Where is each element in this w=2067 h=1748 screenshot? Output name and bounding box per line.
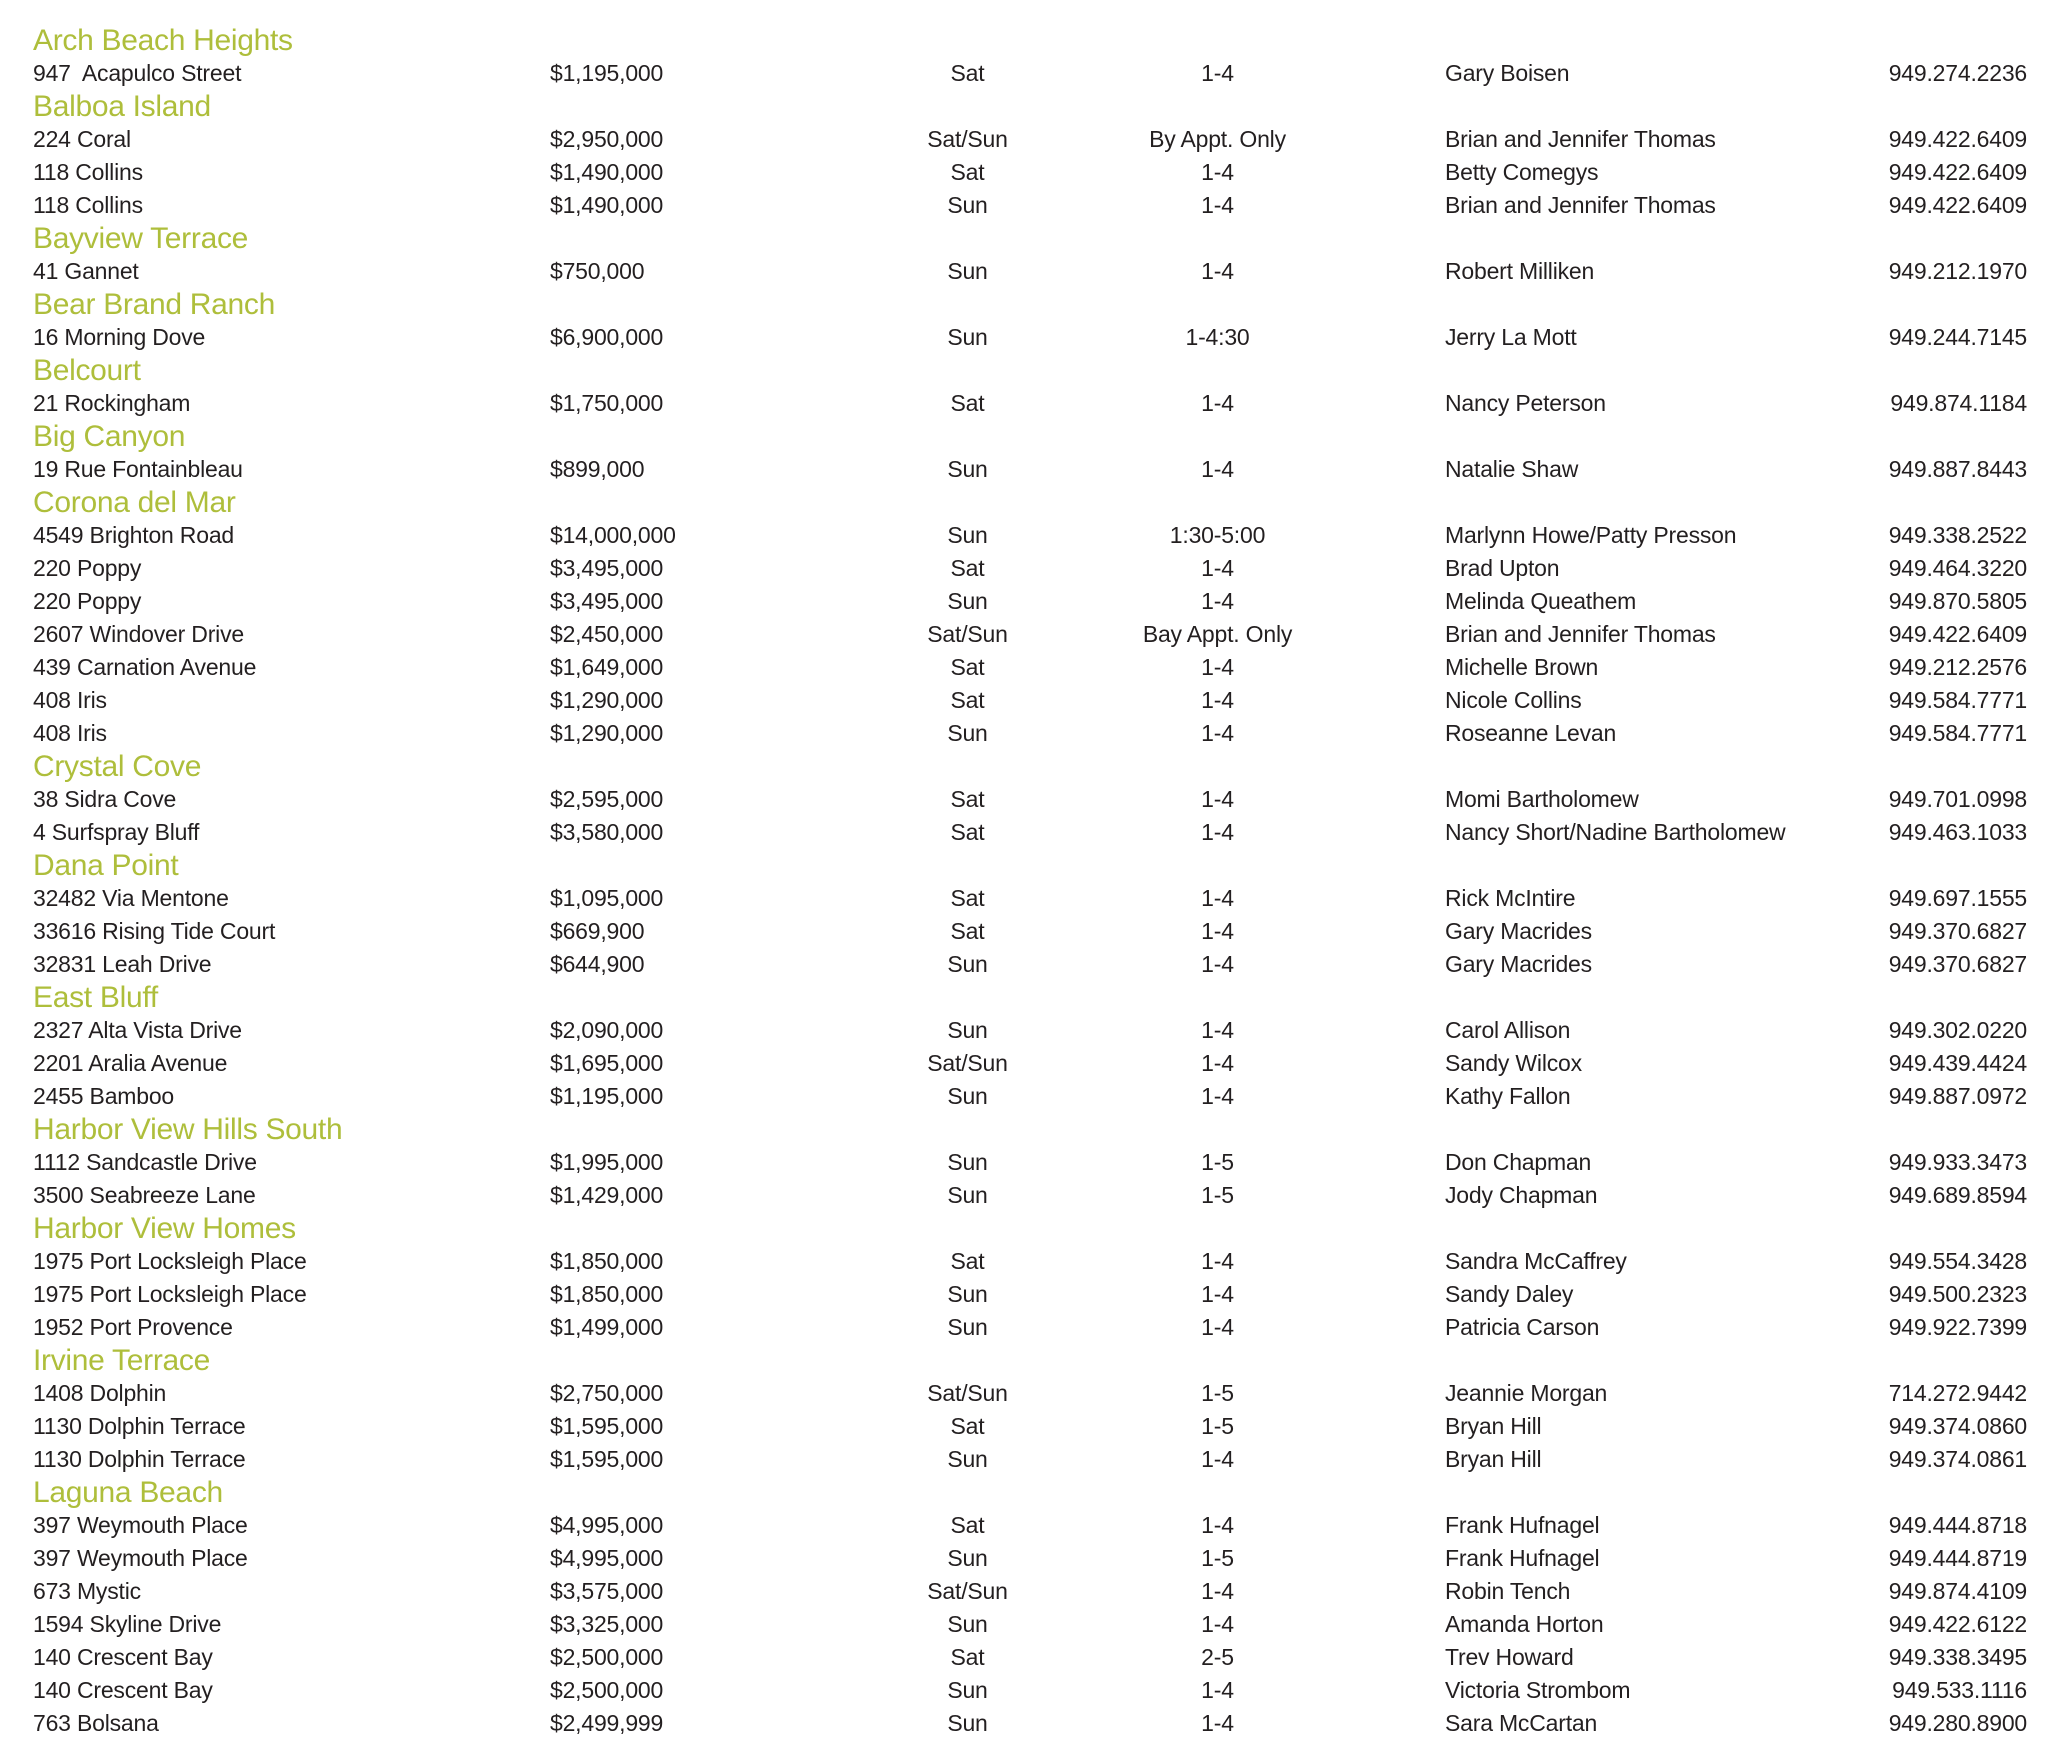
listing-address: 220 Poppy (33, 555, 142, 581)
listing-day: Sun (947, 456, 988, 482)
listing-address: 32831 Leah Drive (33, 951, 212, 977)
listing-phone: 949.444.8719 (1888, 1545, 2027, 1571)
listing-row (33, 1245, 2027, 1278)
section-title: Belcourt (33, 353, 141, 387)
listing-agent: Trev Howard (1445, 1644, 1574, 1670)
listing-phone: 949.701.0998 (1888, 786, 2027, 812)
listing-address: 118 Collins (33, 192, 143, 218)
listing-row (33, 1443, 2027, 1476)
listing-row (33, 816, 2027, 849)
listing-address: 1130 Dolphin Terrace (33, 1446, 246, 1472)
listing-agent: Sara McCartan (1445, 1710, 1598, 1736)
listing-time: 1-4 (1201, 951, 1234, 977)
listing-row (33, 387, 2027, 420)
listing-time: 1-5 (1201, 1149, 1234, 1175)
listing-row (33, 1707, 2027, 1740)
listing-agent: Frank Hufnagel (1445, 1545, 1600, 1571)
listing-row (33, 783, 2027, 816)
listing-row (33, 1014, 2027, 1047)
listing-time: 1-4 (1201, 654, 1234, 680)
listing-day: Sun (947, 1446, 988, 1472)
listing-day: Sat/Sun (927, 621, 1008, 647)
listing-day: Sun (947, 1083, 988, 1109)
listing-row (33, 1410, 2027, 1443)
listing-agent: Robin Tench (1445, 1578, 1571, 1604)
listing-row (33, 552, 2027, 585)
listing-price: $2,500,000 (550, 1677, 664, 1703)
listing-address: 1112 Sandcastle Drive (33, 1149, 257, 1175)
listing-address: 140 Crescent Bay (33, 1677, 213, 1703)
listing-time: 1-4 (1201, 258, 1234, 284)
listing-address: 4549 Brighton Road (33, 522, 234, 548)
listing-row (33, 1575, 2027, 1608)
section-header-row (33, 486, 2027, 519)
listing-address: 1408 Dolphin (33, 1380, 167, 1406)
listing-address: 140 Crescent Bay (33, 1644, 213, 1670)
listing-row (33, 585, 2027, 618)
listing-agent: Sandra McCaffrey (1445, 1248, 1627, 1274)
listing-price: $1,195,000 (550, 60, 664, 86)
section-header-row (33, 1113, 2027, 1146)
listing-phone: 949.689.8594 (1888, 1182, 2027, 1208)
listing-agent: Amanda Horton (1445, 1611, 1604, 1637)
listing-day: Sat (950, 159, 985, 185)
listing-time: 1-4 (1201, 819, 1234, 845)
section-header-row (33, 981, 2027, 1014)
listing-address: 947 Acapulco Street (33, 60, 242, 86)
listing-price: $3,495,000 (550, 588, 664, 614)
listing-day: Sat (950, 1413, 985, 1439)
listing-agent: Robert Milliken (1445, 258, 1595, 284)
listing-row (33, 519, 2027, 552)
listing-time: 1-4 (1201, 192, 1234, 218)
listing-phone: 949.887.0972 (1888, 1083, 2027, 1109)
listing-agent: Victoria Strombom (1445, 1677, 1631, 1703)
listing-day: Sun (947, 258, 988, 284)
listing-day: Sun (947, 1314, 988, 1340)
listing-address: 1975 Port Locksleigh Place (33, 1248, 307, 1274)
listing-phone: 949.338.3495 (1888, 1644, 2027, 1670)
listing-price: $1,499,000 (550, 1314, 664, 1340)
listing-price: $2,595,000 (550, 786, 664, 812)
listing-time: 1-4 (1201, 1248, 1234, 1274)
listing-phone: 949.874.1184 (1890, 390, 2027, 416)
listing-row (33, 882, 2027, 915)
listing-price: $1,595,000 (550, 1446, 664, 1472)
listing-price: $750,000 (550, 258, 645, 284)
listing-phone: 949.422.6409 (1888, 192, 2027, 218)
listing-day: Sun (947, 1677, 988, 1703)
listing-agent: Natalie Shaw (1445, 456, 1579, 482)
listing-phone: 949.500.2323 (1888, 1281, 2027, 1307)
listing-address: 41 Gannet (33, 258, 139, 284)
listing-time: 1-4:30 (1185, 324, 1250, 350)
listing-row (33, 1080, 2027, 1113)
listing-price: $6,900,000 (550, 324, 664, 350)
listing-time: 1-4 (1201, 687, 1234, 713)
listing-price: $1,695,000 (550, 1050, 664, 1076)
listing-time: By Appt. Only (1149, 126, 1286, 152)
listing-day: Sat (950, 1512, 985, 1538)
listing-price: $14,000,000 (550, 522, 676, 548)
listing-time: 1-4 (1201, 1512, 1234, 1538)
listing-row (33, 57, 2027, 90)
listing-phone: 949.374.0861 (1888, 1446, 2027, 1472)
listing-price: $1,750,000 (550, 390, 664, 416)
listing-price: $2,950,000 (550, 126, 664, 152)
listing-price: $1,850,000 (550, 1248, 664, 1274)
listing-time: 1-5 (1201, 1182, 1234, 1208)
listing-address: 38 Sidra Cove (33, 786, 177, 812)
listing-price: $1,490,000 (550, 159, 664, 185)
listing-time: Bay Appt. Only (1142, 621, 1293, 647)
listing-price: $3,325,000 (550, 1611, 664, 1637)
listing-agent: Nancy Peterson (1445, 390, 1606, 416)
listing-price: $2,090,000 (550, 1017, 664, 1043)
listing-phone: 949.870.5805 (1888, 588, 2027, 614)
listing-phone: 949.444.8718 (1888, 1512, 2027, 1538)
listing-day: Sat (950, 918, 985, 944)
listing-row (33, 1146, 2027, 1179)
listing-row (33, 321, 2027, 354)
section-title: Corona del Mar (33, 485, 236, 519)
listing-price: $899,000 (550, 456, 645, 482)
section-title: Laguna Beach (33, 1475, 223, 1509)
listing-day: Sun (947, 1182, 988, 1208)
listing-day: Sun (947, 951, 988, 977)
listing-price: $2,499,999 (550, 1710, 664, 1736)
listing-price: $4,995,000 (550, 1512, 664, 1538)
listing-row (33, 1542, 2027, 1575)
listing-price: $3,575,000 (550, 1578, 664, 1604)
listing-time: 2-5 (1201, 1644, 1234, 1670)
listing-agent: Gary Macrides (1445, 918, 1592, 944)
listing-day: Sat/Sun (927, 1578, 1008, 1604)
listing-time: 1-4 (1201, 918, 1234, 944)
listing-row (33, 1278, 2027, 1311)
section-header-row (33, 420, 2027, 453)
listing-time: 1:30-5:00 (1169, 522, 1266, 548)
listing-address: 2201 Aralia Avenue (33, 1050, 228, 1076)
listing-day: Sat (950, 819, 985, 845)
listing-row (33, 948, 2027, 981)
section-title: Bear Brand Ranch (33, 287, 276, 321)
listing-address: 224 Coral (33, 126, 131, 152)
listing-time: 1-4 (1201, 786, 1234, 812)
listing-row (33, 123, 2027, 156)
listing-time: 1-4 (1201, 1611, 1234, 1637)
listing-row (33, 1608, 2027, 1641)
listing-agent: Gary Macrides (1445, 951, 1592, 977)
listing-agent: Jeannie Morgan (1445, 1380, 1608, 1406)
listing-time: 1-4 (1201, 1281, 1234, 1307)
listing-price: $1,595,000 (550, 1413, 664, 1439)
listing-address: 408 Iris (33, 687, 107, 713)
section-header-row (33, 849, 2027, 882)
listing-phone: 949.422.6409 (1888, 126, 2027, 152)
listing-agent: Brian and Jennifer Thomas (1445, 126, 1716, 152)
listing-agent: Frank Hufnagel (1445, 1512, 1600, 1538)
listing-day: Sat (950, 1248, 985, 1274)
listing-price: $1,649,000 (550, 654, 664, 680)
listing-price: $1,195,000 (550, 1083, 664, 1109)
listing-price: $644,900 (550, 951, 645, 977)
listing-agent: Betty Comegys (1445, 159, 1599, 185)
listing-phone: 714.272.9442 (1888, 1380, 2027, 1406)
listing-time: 1-4 (1201, 1314, 1234, 1340)
listing-price: $1,429,000 (550, 1182, 664, 1208)
listing-agent: Gary Boisen (1445, 60, 1570, 86)
listing-price: $2,450,000 (550, 621, 664, 647)
listing-phone: 949.422.6409 (1888, 159, 2027, 185)
listing-row (33, 1509, 2027, 1542)
section-title: Dana Point (33, 848, 179, 882)
listing-time: 1-4 (1201, 456, 1234, 482)
listing-address: 408 Iris (33, 720, 107, 746)
listing-phone: 949.370.6827 (1888, 918, 2027, 944)
listing-phone: 949.439.4424 (1888, 1050, 2027, 1076)
listing-phone: 949.584.7771 (1888, 720, 2027, 746)
listing-address: 1975 Port Locksleigh Place (33, 1281, 307, 1307)
listing-row (33, 1311, 2027, 1344)
listing-agent: Patricia Carson (1445, 1314, 1600, 1340)
listing-address: 439 Carnation Avenue (33, 654, 257, 680)
listing-day: Sat/Sun (927, 1380, 1008, 1406)
listing-time: 1-4 (1201, 588, 1234, 614)
listing-day: Sun (947, 720, 988, 746)
listing-address: 16 Morning Dove (33, 324, 206, 350)
listing-day: Sat (950, 885, 985, 911)
listing-time: 1-4 (1201, 60, 1234, 86)
listing-price: $1,850,000 (550, 1281, 664, 1307)
listing-time: 1-4 (1201, 1446, 1234, 1472)
listing-address: 397 Weymouth Place (33, 1545, 248, 1571)
section-title: Bayview Terrace (33, 221, 249, 255)
listing-agent: Bryan Hill (1445, 1413, 1542, 1439)
listing-price: $1,095,000 (550, 885, 664, 911)
listing-address: 2327 Alta Vista Drive (33, 1017, 242, 1043)
section-header-row (33, 354, 2027, 387)
listing-phone: 949.212.2576 (1888, 654, 2027, 680)
listing-row (33, 1641, 2027, 1674)
listing-day: Sat (950, 786, 985, 812)
listing-day: Sat/Sun (927, 1050, 1008, 1076)
listing-agent: Jody Chapman (1445, 1182, 1598, 1208)
listing-row (33, 651, 2027, 684)
listing-phone: 949.274.2236 (1888, 60, 2027, 86)
listing-price: $2,500,000 (550, 1644, 664, 1670)
listing-row (33, 915, 2027, 948)
listing-phone: 949.584.7771 (1888, 687, 2027, 713)
listing-day: Sun (947, 522, 988, 548)
listing-agent: Kathy Fallon (1445, 1083, 1571, 1109)
section-title: Arch Beach Heights (33, 23, 293, 57)
listing-price: $3,495,000 (550, 555, 664, 581)
listing-address: 2455 Bamboo (33, 1083, 175, 1109)
listing-phone: 949.874.4109 (1888, 1578, 2027, 1604)
listing-day: Sat (950, 1644, 985, 1670)
listing-phone: 949.374.0860 (1888, 1413, 2027, 1439)
listing-address: 220 Poppy (33, 588, 142, 614)
listing-price: $3,580,000 (550, 819, 664, 845)
listing-time: 1-4 (1201, 1677, 1234, 1703)
listing-time: 1-5 (1201, 1380, 1234, 1406)
listing-time: 1-5 (1201, 1413, 1234, 1439)
listing-time: 1-4 (1201, 1017, 1234, 1043)
listing-day: Sat/Sun (927, 126, 1008, 152)
listing-agent: Carol Allison (1445, 1017, 1571, 1043)
listing-time: 1-5 (1201, 1545, 1234, 1571)
listing-phone: 949.533.1116 (1892, 1677, 2027, 1703)
listing-time: 1-4 (1201, 1578, 1234, 1604)
listing-agent: Nancy Short/Nadine Bartholomew (1445, 819, 1786, 845)
listing-address: 21 Rockingham (33, 390, 191, 416)
section-header-row (33, 24, 2027, 57)
listing-phone: 949.922.7399 (1888, 1314, 2027, 1340)
listing-row (33, 717, 2027, 750)
section-title: Big Canyon (33, 419, 186, 453)
listing-day: Sun (947, 192, 988, 218)
listing-price: $1,490,000 (550, 192, 664, 218)
listing-phone: 949.422.6122 (1888, 1611, 2027, 1637)
listing-time: 1-4 (1201, 1083, 1234, 1109)
listing-price: $1,290,000 (550, 720, 664, 746)
listing-phone: 949.244.7145 (1888, 324, 2027, 350)
section-header-row (33, 1476, 2027, 1509)
listing-day: Sun (947, 1710, 988, 1736)
listing-agent: Brian and Jennifer Thomas (1445, 621, 1716, 647)
listing-time: 1-4 (1201, 1710, 1234, 1736)
listing-price: $1,290,000 (550, 687, 664, 713)
listing-time: 1-4 (1201, 1050, 1234, 1076)
listing-day: Sun (947, 1611, 988, 1637)
listing-agent: Rick McIntire (1445, 885, 1576, 911)
listing-agent: Marlynn Howe/Patty Presson (1445, 522, 1737, 548)
listing-day: Sun (947, 1281, 988, 1307)
section-title: Irvine Terrace (33, 1343, 210, 1377)
listing-row (33, 1047, 2027, 1080)
listing-address: 118 Collins (33, 159, 143, 185)
listing-day: Sun (947, 1017, 988, 1043)
listing-agent: Momi Bartholomew (1445, 786, 1639, 812)
listing-row (33, 1179, 2027, 1212)
listing-address: 1594 Skyline Drive (33, 1611, 222, 1637)
listing-agent: Nicole Collins (1445, 687, 1582, 713)
listing-phone: 949.370.6827 (1888, 951, 2027, 977)
listing-price: $4,995,000 (550, 1545, 664, 1571)
listing-phone: 949.933.3473 (1888, 1149, 2027, 1175)
listing-phone: 949.697.1555 (1888, 885, 2027, 911)
listing-address: 1952 Port Provence (33, 1314, 233, 1340)
listing-address: 397 Weymouth Place (33, 1512, 248, 1538)
listing-day: Sun (947, 588, 988, 614)
listing-day: Sat (950, 555, 985, 581)
listing-address: 2607 Windover Drive (33, 621, 244, 647)
section-title: East Bluff (33, 980, 158, 1014)
listing-address: 1130 Dolphin Terrace (33, 1413, 246, 1439)
listing-time: 1-4 (1201, 390, 1234, 416)
listing-row (33, 189, 2027, 222)
listing-agent: Jerry La Mott (1445, 324, 1577, 350)
section-title: Harbor View Hills South (33, 1112, 343, 1146)
listing-agent: Sandy Wilcox (1445, 1050, 1582, 1076)
section-header-row (33, 90, 2027, 123)
listing-phone: 949.463.1033 (1888, 819, 2027, 845)
listing-row (33, 156, 2027, 189)
listing-agent: Sandy Daley (1445, 1281, 1574, 1307)
listing-price: $2,750,000 (550, 1380, 664, 1406)
listing-address: 3500 Seabreeze Lane (33, 1182, 256, 1208)
listing-agent: Michelle Brown (1445, 654, 1599, 680)
listing-time: 1-4 (1201, 885, 1234, 911)
listing-agent: Don Chapman (1445, 1149, 1592, 1175)
listing-row (33, 1377, 2027, 1410)
listing-time: 1-4 (1201, 720, 1234, 746)
listing-address: 4 Surfspray Bluff (33, 819, 200, 845)
listing-row (33, 618, 2027, 651)
listing-phone: 949.280.8900 (1888, 1710, 2027, 1736)
listing-phone: 949.464.3220 (1888, 555, 2027, 581)
listing-agent: Roseanne Levan (1445, 720, 1617, 746)
section-header-row (33, 1344, 2027, 1377)
listing-day: Sun (947, 1149, 988, 1175)
listing-address: 673 Mystic (33, 1578, 141, 1604)
listing-address: 19 Rue Fontainbleau (33, 456, 243, 482)
section-header-row (33, 1212, 2027, 1245)
listing-row (33, 684, 2027, 717)
listing-address: 33616 Rising Tide Court (33, 918, 276, 944)
listing-phone: 949.338.2522 (1888, 522, 2027, 548)
listing-phone: 949.887.8443 (1888, 456, 2027, 482)
listing-day: Sun (947, 324, 988, 350)
listing-day: Sat (950, 687, 985, 713)
listing-phone: 949.422.6409 (1888, 621, 2027, 647)
listing-phone: 949.302.0220 (1888, 1017, 2027, 1043)
section-header-row (33, 222, 2027, 255)
listing-row (33, 255, 2027, 288)
listing-day: Sat (950, 390, 985, 416)
listing-price: $1,995,000 (550, 1149, 664, 1175)
listing-time: 1-4 (1201, 555, 1234, 581)
listing-day: Sat (950, 654, 985, 680)
section-title: Harbor View Homes (33, 1211, 296, 1245)
listing-agent: Brian and Jennifer Thomas (1445, 192, 1716, 218)
listing-row (33, 1674, 2027, 1707)
listing-price: $669,900 (550, 918, 645, 944)
listing-phone: 949.554.3428 (1888, 1248, 2027, 1274)
section-title: Balboa Island (33, 89, 211, 123)
listing-agent: Bryan Hill (1445, 1446, 1542, 1472)
section-header-row (33, 750, 2027, 783)
section-title: Crystal Cove (33, 749, 202, 783)
listing-address: 763 Bolsana (33, 1710, 159, 1736)
listing-phone: 949.212.1970 (1888, 258, 2027, 284)
listing-agent: Melinda Queathem (1445, 588, 1637, 614)
listing-day: Sat (950, 60, 985, 86)
listing-day: Sun (947, 1545, 988, 1571)
listing-time: 1-4 (1201, 159, 1234, 185)
listing-address: 32482 Via Mentone (33, 885, 229, 911)
listing-row (33, 453, 2027, 486)
listing-agent: Brad Upton (1445, 555, 1560, 581)
section-header-row (33, 288, 2027, 321)
